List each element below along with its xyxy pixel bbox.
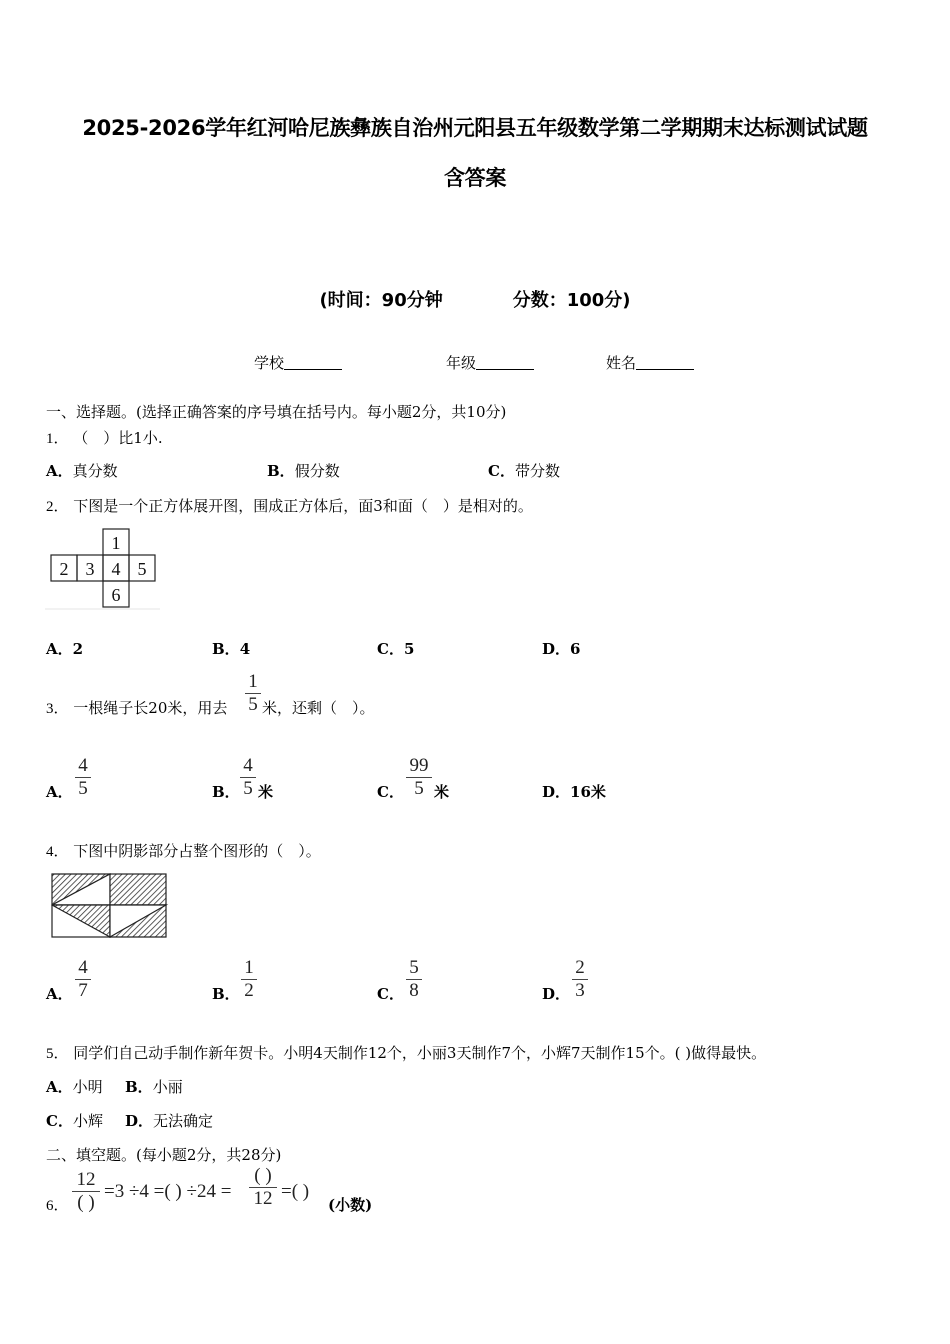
school-field: 学校 bbox=[254, 352, 342, 373]
q3-option-c-unit: 米 bbox=[434, 783, 450, 801]
q4-option-a-fraction: 4 7 bbox=[75, 958, 91, 1001]
q1-option-c[interactable]: C．带分数 bbox=[488, 462, 560, 480]
q2-stem: 2． 下图是一个正方体展开图，围成正方体后，面3和面（ ）是相对的。 bbox=[46, 497, 533, 515]
q2-option-a[interactable]: A．2 bbox=[46, 640, 84, 658]
exam-time: (时间：90分钟 bbox=[319, 290, 443, 311]
q6-expression-middle: =3 ÷4 =( ) ÷24 = bbox=[104, 1181, 232, 1202]
q3-stem-after: 米，还剩（ ）。 bbox=[262, 699, 375, 717]
net-label-4: 4 bbox=[111, 559, 121, 579]
q4-option-b-fraction: 1 2 bbox=[241, 958, 257, 1001]
q3-option-b-fraction: 4 5 bbox=[240, 756, 256, 799]
q5-option-a[interactable]: A．小明 bbox=[46, 1078, 103, 1096]
q6-fraction-2: ( ) 12 bbox=[249, 1166, 277, 1209]
q3-option-b[interactable]: B． bbox=[212, 783, 240, 801]
q5-option-c[interactable]: C．小辉 bbox=[46, 1112, 103, 1130]
exam-score: 分数：100分) bbox=[512, 290, 631, 311]
grade-blank[interactable] bbox=[476, 355, 534, 370]
q4-option-a[interactable]: A． bbox=[46, 985, 73, 1003]
exam-info bbox=[0, 286, 950, 312]
q6-suffix: (小数) bbox=[328, 1196, 373, 1214]
q2-option-c[interactable]: C．5 bbox=[377, 640, 415, 658]
q2-option-b[interactable]: B．4 bbox=[212, 640, 251, 658]
net-label-2: 2 bbox=[59, 559, 69, 579]
q6-number: 6． bbox=[46, 1198, 69, 1214]
q1-option-a[interactable]: A．真分数 bbox=[46, 462, 118, 480]
q5-stem: 5． 同学们自己动手制作新年贺卡。小明4天制作12个，小丽3天制作7个，小辉7天制作15个。( )做得最快。 bbox=[46, 1044, 767, 1062]
section1-heading: 一、选择题。(选择正确答案的序号填在括号内。每小题2分，共10分) bbox=[46, 403, 507, 421]
cube-net-figure bbox=[44, 526, 162, 612]
q4-option-d[interactable]: D． bbox=[542, 985, 571, 1003]
document-title-line2: 含答案 bbox=[443, 166, 507, 190]
grade-field: 年级 bbox=[446, 352, 534, 373]
document-title-line1: 2025-2026学年红河哈尼族彝族自治州元阳县五年级数学第二学期期末达标测试试题 bbox=[82, 116, 868, 140]
net-label-1: 1 bbox=[111, 533, 121, 553]
shaded-rectangle-figure bbox=[50, 872, 170, 940]
q3-option-c[interactable]: C． bbox=[377, 783, 404, 801]
q4-option-b[interactable]: B． bbox=[212, 985, 240, 1003]
net-label-5: 5 bbox=[137, 559, 147, 579]
q3-option-d[interactable]: D．16米 bbox=[542, 783, 606, 801]
school-blank[interactable] bbox=[284, 355, 342, 370]
q3-stem-fraction: 1 5 bbox=[245, 672, 261, 715]
q4-option-d-fraction: 2 3 bbox=[572, 958, 588, 1001]
q3-option-a-fraction: 4 5 bbox=[75, 756, 91, 799]
q3-option-b-unit: 米 bbox=[258, 783, 274, 801]
net-label-3: 3 bbox=[85, 559, 95, 579]
section2-heading: 二、填空题。(每小题2分，共28分) bbox=[46, 1146, 282, 1164]
q5-option-b[interactable]: B．小丽 bbox=[125, 1078, 183, 1096]
q6-expression-end: =( ) bbox=[281, 1181, 310, 1202]
net-label-6: 6 bbox=[111, 585, 121, 605]
q3-option-a[interactable]: A． bbox=[46, 783, 73, 801]
name-blank[interactable] bbox=[636, 355, 694, 370]
q5-option-d[interactable]: D．无法确定 bbox=[125, 1112, 214, 1130]
q6-fraction-1: 12 ( ) bbox=[72, 1170, 100, 1213]
q4-stem: 4． 下图中阴影部分占整个图形的（ ）。 bbox=[46, 842, 321, 860]
q4-option-c-fraction: 5 8 bbox=[406, 958, 422, 1001]
q4-option-c[interactable]: C． bbox=[377, 985, 404, 1003]
q1-option-b[interactable]: B．假分数 bbox=[267, 462, 340, 480]
q3-option-c-fraction: 99 5 bbox=[406, 756, 432, 799]
q3-stem-before: 3． 一根绳子长20米，用去 bbox=[46, 699, 228, 717]
name-field: 姓名 bbox=[606, 352, 694, 373]
q2-option-d[interactable]: D．6 bbox=[542, 640, 581, 658]
q1-stem: 1． （ ）比1小. bbox=[46, 429, 163, 447]
